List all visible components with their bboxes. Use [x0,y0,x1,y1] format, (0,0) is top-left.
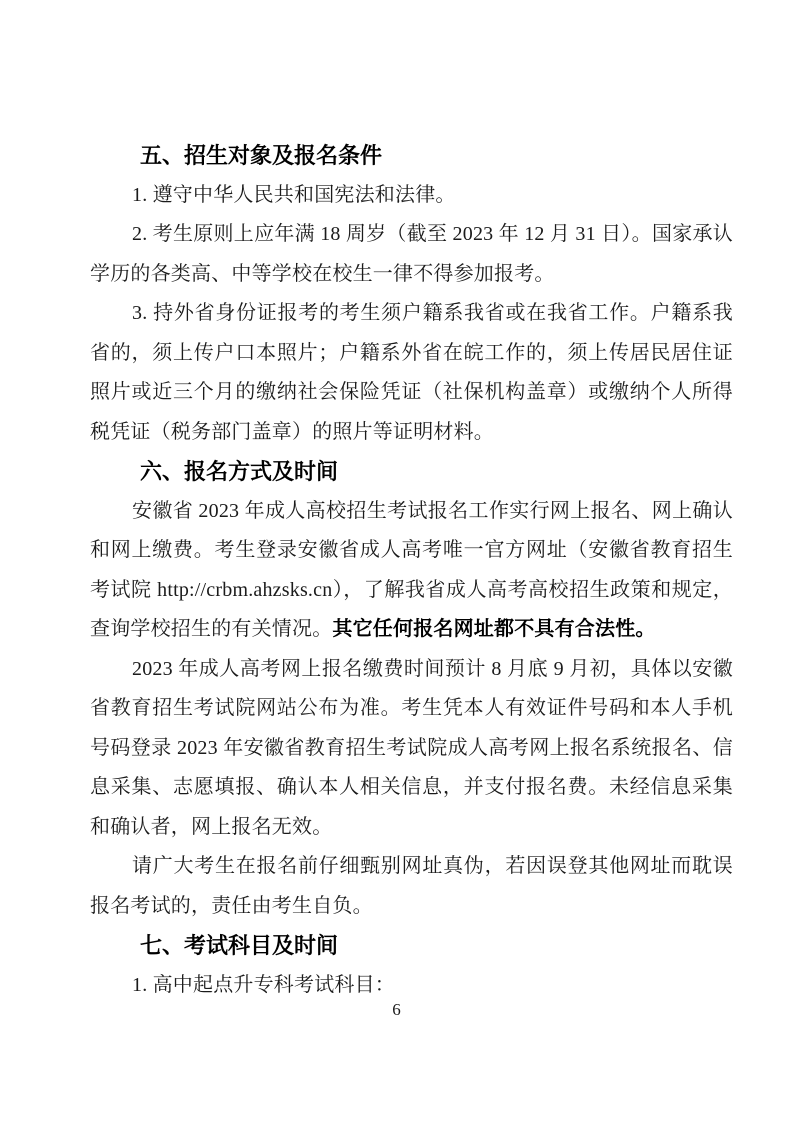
section-5-heading: 五、招生对象及报名条件 [140,143,383,168]
para-text-before-url: 安徽省 2023 年成人高校招生考试报名工作实行网上报名、网上确认和网上缴费。考生登录安徽省成人高考唯一官方网址（安徽省教育招生考试院 [90,499,733,601]
section-7-item-1: 1. 高中起点升专科考试科目： [132,973,395,996]
section-6-para-1 [90,492,733,650]
official-website-url: http://crbm.ahzsks.cn [157,578,333,601]
section-7-heading: 七、考试科目及时间 [140,933,339,958]
section-5-item-1: 1. 遵守中华人民共和国宪法和法律。 [132,183,456,206]
section-5-item-3: 3. 持外省身份证报考的考生须户籍系我省或在我省工作。户籍系我省的，须上传户口本照片；户籍系外省在皖工作的，须上传居民居住证照片或近三个月的缴纳社会保险凭证（社保机构盖章）或缴纳个人所得税凭证（税务部门盖章）的照片等证明材料。 [90,302,733,443]
document-content [90,136,733,1005]
section-6-para-3: 请广大考生在报名前仔细甄别网址真伪，若因误登其他网址而耽误报名考试的，责任由考生自负。 [90,855,733,917]
section-6-heading: 六、报名方式及时间 [140,459,339,484]
section-6-para-2: 2023 年成人高考网上报名缴费时间预计 8 月底 9 月初，具体以安徽省教育招生考试院网站公布为准。考生凭本人有效证件号码和本人手机号码登录 2023 年安徽省教育招生考试院成人高考网上报名系统报名、信息采集、志愿填报、确认本人相关信息，并支付报名费。未经信息采集和确认者，网上报名无效。 [90,657,733,838]
section-5-item-2: 2. 考生原则上应年满 18 周岁（截至 2023 年 12 月 31 日）。国家承认学历的各类高、中等学校在校生一律不得参加报考。 [90,223,733,285]
page-number: 6 [392,1000,401,1019]
para-text-after-url: ），了解我省成人高考高校招生政策和规定，查询学校招生的有关情况。 [90,578,733,640]
legality-warning-bold-text: 其它任何报名网址都不具有合法性。 [332,618,656,640]
